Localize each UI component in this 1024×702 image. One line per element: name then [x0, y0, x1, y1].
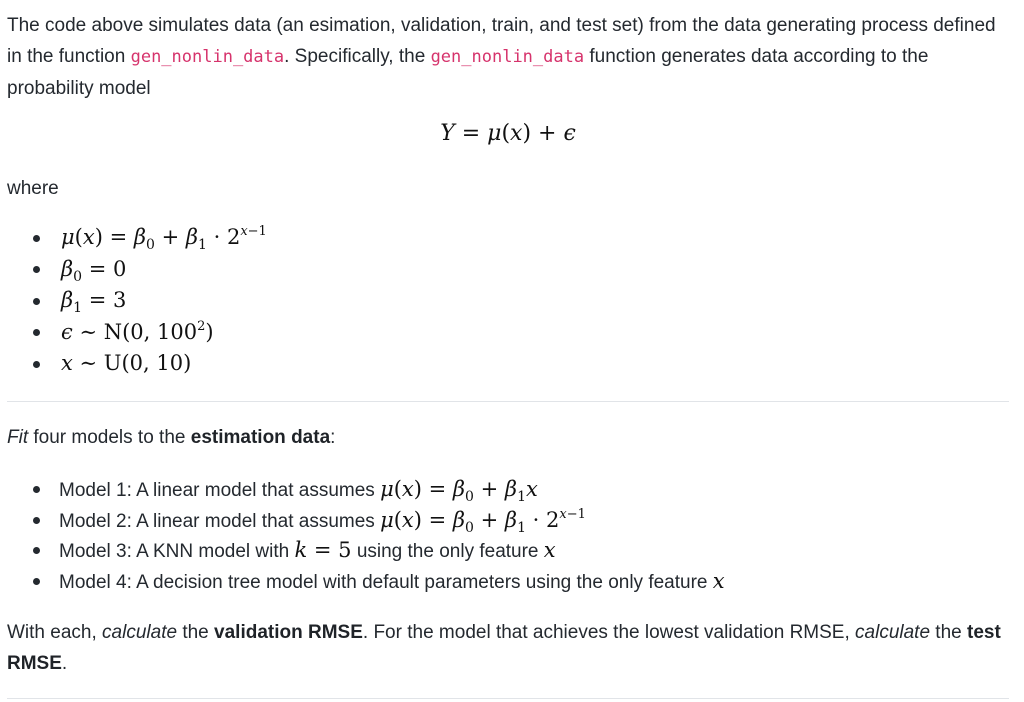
intro-text: The code above simulates data (an esimation, validation, train, and test set) from the data generating process defined in the function	[7, 15, 996, 67]
model-2-text: Model 2: A linear model that assumes	[59, 510, 381, 532]
bullet-icon	[33, 517, 40, 524]
divider	[7, 698, 1009, 699]
intro-text: function generates data according to the probability model	[7, 46, 929, 99]
bullet-icon	[33, 235, 40, 242]
display-equation	[7, 116, 1009, 152]
model-3-math-x: x	[543, 538, 556, 562]
bullet-icon	[33, 578, 40, 585]
fit-text: four models to the	[28, 427, 191, 448]
models-list	[33, 474, 725, 596]
document-body	[7, 0, 1009, 702]
bullet-icon	[33, 486, 40, 493]
where-label: where	[7, 178, 59, 199]
validation-rmse-bold: validation RMSE	[214, 622, 363, 643]
fit-colon: :	[330, 427, 336, 448]
bullet-icon	[33, 298, 40, 305]
model-3-suffix: using the only feature	[351, 541, 544, 562]
divider	[7, 401, 1009, 402]
model-3-math: k = 5	[294, 538, 352, 562]
inline-code-gen-nonlin-data: gen_nonlin_data	[430, 47, 585, 67]
test-rmse-bold: test RMSE	[7, 622, 1001, 674]
model-4-math-x: x	[712, 568, 725, 593]
bullet-icon	[33, 266, 40, 273]
list-item	[33, 474, 725, 505]
fit-instruction	[7, 424, 335, 452]
definition-beta0: $\beta_0 = 0$	[61, 256, 127, 285]
calculate-emphasis: calculate	[855, 622, 931, 643]
definitions-list	[33, 222, 267, 380]
definition-x: x ∼ U(0, 10)	[61, 351, 192, 375]
list-item	[33, 317, 267, 349]
fit-emphasis: Fit	[7, 427, 29, 448]
closing-paragraph	[7, 617, 1007, 679]
list-item	[33, 254, 267, 286]
bullet-icon	[33, 547, 40, 554]
bullet-icon	[33, 361, 40, 368]
closing-text: .	[61, 653, 68, 674]
estimation-data-bold: estimation data	[190, 427, 331, 448]
model-2-math: $\mu(x) = \beta_0 + \beta_1 \cdot 2^{x-1}$	[380, 506, 586, 536]
model-4-text: Model 4: A decision tree model with default parameters using the only feature	[59, 571, 713, 593]
list-item	[33, 566, 725, 597]
definition-epsilon: ϵ ∼ N(0, $100^2$)	[61, 318, 214, 344]
list-item	[33, 535, 725, 566]
model-1-math: $\mu(x) = \beta_0 + \beta_1x$	[380, 477, 538, 505]
list-item	[33, 348, 267, 380]
list-item	[33, 222, 267, 254]
closing-text: With each,	[7, 622, 103, 643]
closing-text: the	[177, 622, 215, 643]
model-1-text: Model 1: A linear model that assumes	[59, 480, 381, 501]
list-item	[33, 285, 267, 317]
inline-code-gen-nonlin-data: gen_nonlin_data	[130, 47, 285, 67]
closing-text: . For the model that achieves the lowest validation RMSE,	[362, 622, 856, 643]
equation-y-mu-epsilon: Y = μ(x) + ϵ	[440, 121, 576, 146]
definition-beta1: $\beta_1 = 3$	[61, 288, 127, 316]
intro-text: . Specifically, the	[284, 46, 431, 67]
list-item	[33, 505, 725, 536]
model-3-text: Model 3: A KNN model with	[59, 541, 295, 562]
closing-text: the	[930, 622, 968, 643]
definition-mu: $\mu(x) = \beta_0 + \beta_1 \cdot 2^{x-1}$	[61, 224, 267, 253]
calculate-emphasis: calculate	[102, 622, 178, 643]
bullet-icon	[33, 329, 40, 336]
intro-paragraph	[7, 10, 1007, 104]
